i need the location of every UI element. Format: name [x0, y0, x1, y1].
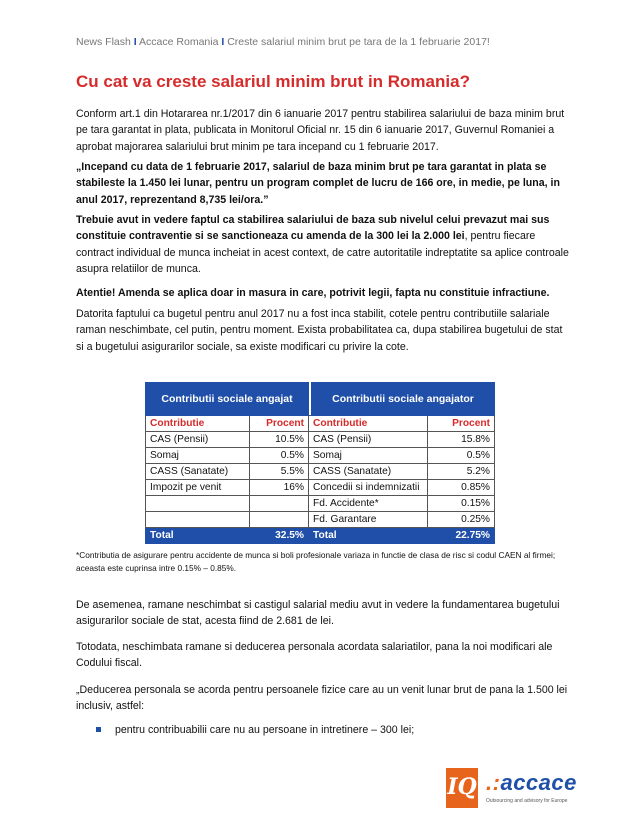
page-header [76, 36, 576, 48]
cell: 0.5% [250, 448, 309, 464]
attention-bold-text: Atentie! Amenda se aplica doar in masura in care, potrivit legii, fapta nu constituie infractiune. [76, 287, 550, 299]
col-procent-right: Procent [428, 416, 495, 432]
quote-bold-text: „Incepand cu data de 1 februarie 2017, salariul de baza minim brut pe tara garantat in plata se stabileste la 1.450 lei lunar, pentru un program complet de lucru de 166 ore, in medie, pe luna, in anul 2017, reprezentand 8,735 lei/ora.” [76, 161, 560, 206]
table-row [146, 432, 495, 448]
cell: Fd. Garantare [309, 512, 428, 528]
bullet-square-icon [96, 727, 101, 732]
contributions-table [145, 382, 495, 544]
logo-tagline: Outsourcing and advisory for Europe [486, 798, 568, 804]
header-newsflash: News Flash [76, 36, 131, 48]
cell: 0.25% [428, 512, 495, 528]
paragraph-deduction-quote: „Deducerea personala se acorda pentru persoanele fizice care au un venit lunar brut de pana la 1.500 lei inclusiv, astfel: [76, 684, 568, 713]
table-footnote: *Contributia de asigurare pentru accidente de munca si boli profesionale variaza in functie de clasa de risc si codul CAEN al firmei; aceasta este cuprinsa intre 0.15% – 0.85%. [76, 550, 556, 573]
logo-brand-name: accace [500, 770, 577, 795]
table-total-row [146, 528, 495, 544]
table-group-header [146, 383, 495, 416]
paragraph-budget: Datorita faptului ca bugetul pentru anul 2017 nu a fost inca stabilit, cotele pentru contributiile salariale raman neschimbate, cel putin, pentru moment. Exista probabilitatea ca, dupa stabilirea bugetului de stat si a bugetului asigurarilor sociale, sa existe modificari cu privire la cote. [76, 308, 563, 353]
bullet-text: pentru contribuabilii care nu au persoane in intretinere – 300 lei; [115, 724, 415, 736]
cell [146, 512, 250, 528]
table-row [146, 480, 495, 496]
fine-rest-text: , pentru fiecare contract individual de munca incheiat in acest context, de catre autoritatile indreptatite sa aplice controale asupra relatiilor de munca. [76, 230, 569, 276]
paragraph-fine [76, 212, 572, 278]
cell: Concedii si indemnizatii [309, 480, 428, 496]
cell: 0.85% [428, 480, 495, 496]
col-procent-left: Procent [250, 416, 309, 432]
table-column-header [146, 416, 495, 432]
cell: 0.5% [428, 448, 495, 464]
logo-brand [486, 770, 577, 796]
header-separator-2: I [221, 36, 225, 48]
cell: 16% [250, 480, 309, 496]
table-row [146, 464, 495, 480]
paragraph-deduction: Totodata, neschimbata ramane si deducerea personala acordata salariatilor, pana la noi modificari ale Codului fiscal. [76, 641, 553, 670]
total-value-right: 22.75% [428, 528, 495, 544]
header-separator: I [133, 36, 137, 48]
cell: 5.2% [428, 464, 495, 480]
group-employer: Contributii sociale angajator [312, 383, 495, 416]
cell [146, 496, 250, 512]
cell: 15.8% [428, 432, 495, 448]
accace-logo [446, 768, 576, 812]
col-contributie-left: Contributie [146, 416, 250, 432]
cell: Fd. Accidente* [309, 496, 428, 512]
total-label-right: Total [309, 528, 428, 544]
list-item [96, 722, 414, 738]
col-contributie-right: Contributie [309, 416, 428, 432]
total-value-left: 32.5% [250, 528, 309, 544]
logo-dots: .: [486, 770, 501, 795]
paragraph-attention [76, 285, 572, 301]
article-title: Cu cat va creste salariul minim brut in Romania? [76, 72, 470, 91]
cell: 10.5% [250, 432, 309, 448]
cell: CAS (Pensii) [309, 432, 428, 448]
cell: CASS (Sanatate) [309, 464, 428, 480]
header-company: Accace Romania [139, 36, 219, 48]
cell [250, 496, 309, 512]
paragraph-quote [76, 159, 572, 208]
cell: 0.15% [428, 496, 495, 512]
paragraph-average-salary: De asemenea, ramane neschimbat si castigul salarial mediu avut in vedere la fundamentarea bugetului asigurarilor sociale de stat, acesta fiind de 2.681 de lei. [76, 599, 560, 628]
table-row [146, 448, 495, 464]
table-row [146, 496, 495, 512]
iq-logo-icon: IQ [446, 768, 478, 808]
cell: Somaj [309, 448, 428, 464]
header-article-title: Creste salariul minim brut pe tara de la 1 februarie 2017! [227, 36, 490, 48]
paragraph-intro: Conform art.1 din Hotararea nr.1/2017 din 6 ianuarie 2017 pentru stabilirea salariului de baza minim brut pe tara garantat in plata, publicata in Monitorul Oficial nr. 15 din 6 ianuarie 2017, Guvernul Romaniei a aprobat majorarea salariului brut minim pe tara incepand cu 1 februarie 2017. [76, 108, 565, 153]
cell [250, 512, 309, 528]
group-employee: Contributii sociale angajat [146, 383, 309, 416]
total-label-left: Total [146, 528, 250, 544]
fine-bold-text: Trebuie avut in vedere faptul ca stabilirea salariului de baza sub nivelul celui prevazut mai sus constituie contraventie si se sanctioneaza cu amenda de la 300 lei la 2.000 lei [76, 214, 550, 243]
cell: Somaj [146, 448, 250, 464]
cell: Impozit pe venit [146, 480, 250, 496]
table-row [146, 512, 495, 528]
cell: CASS (Sanatate) [146, 464, 250, 480]
cell: CAS (Pensii) [146, 432, 250, 448]
cell: 5.5% [250, 464, 309, 480]
